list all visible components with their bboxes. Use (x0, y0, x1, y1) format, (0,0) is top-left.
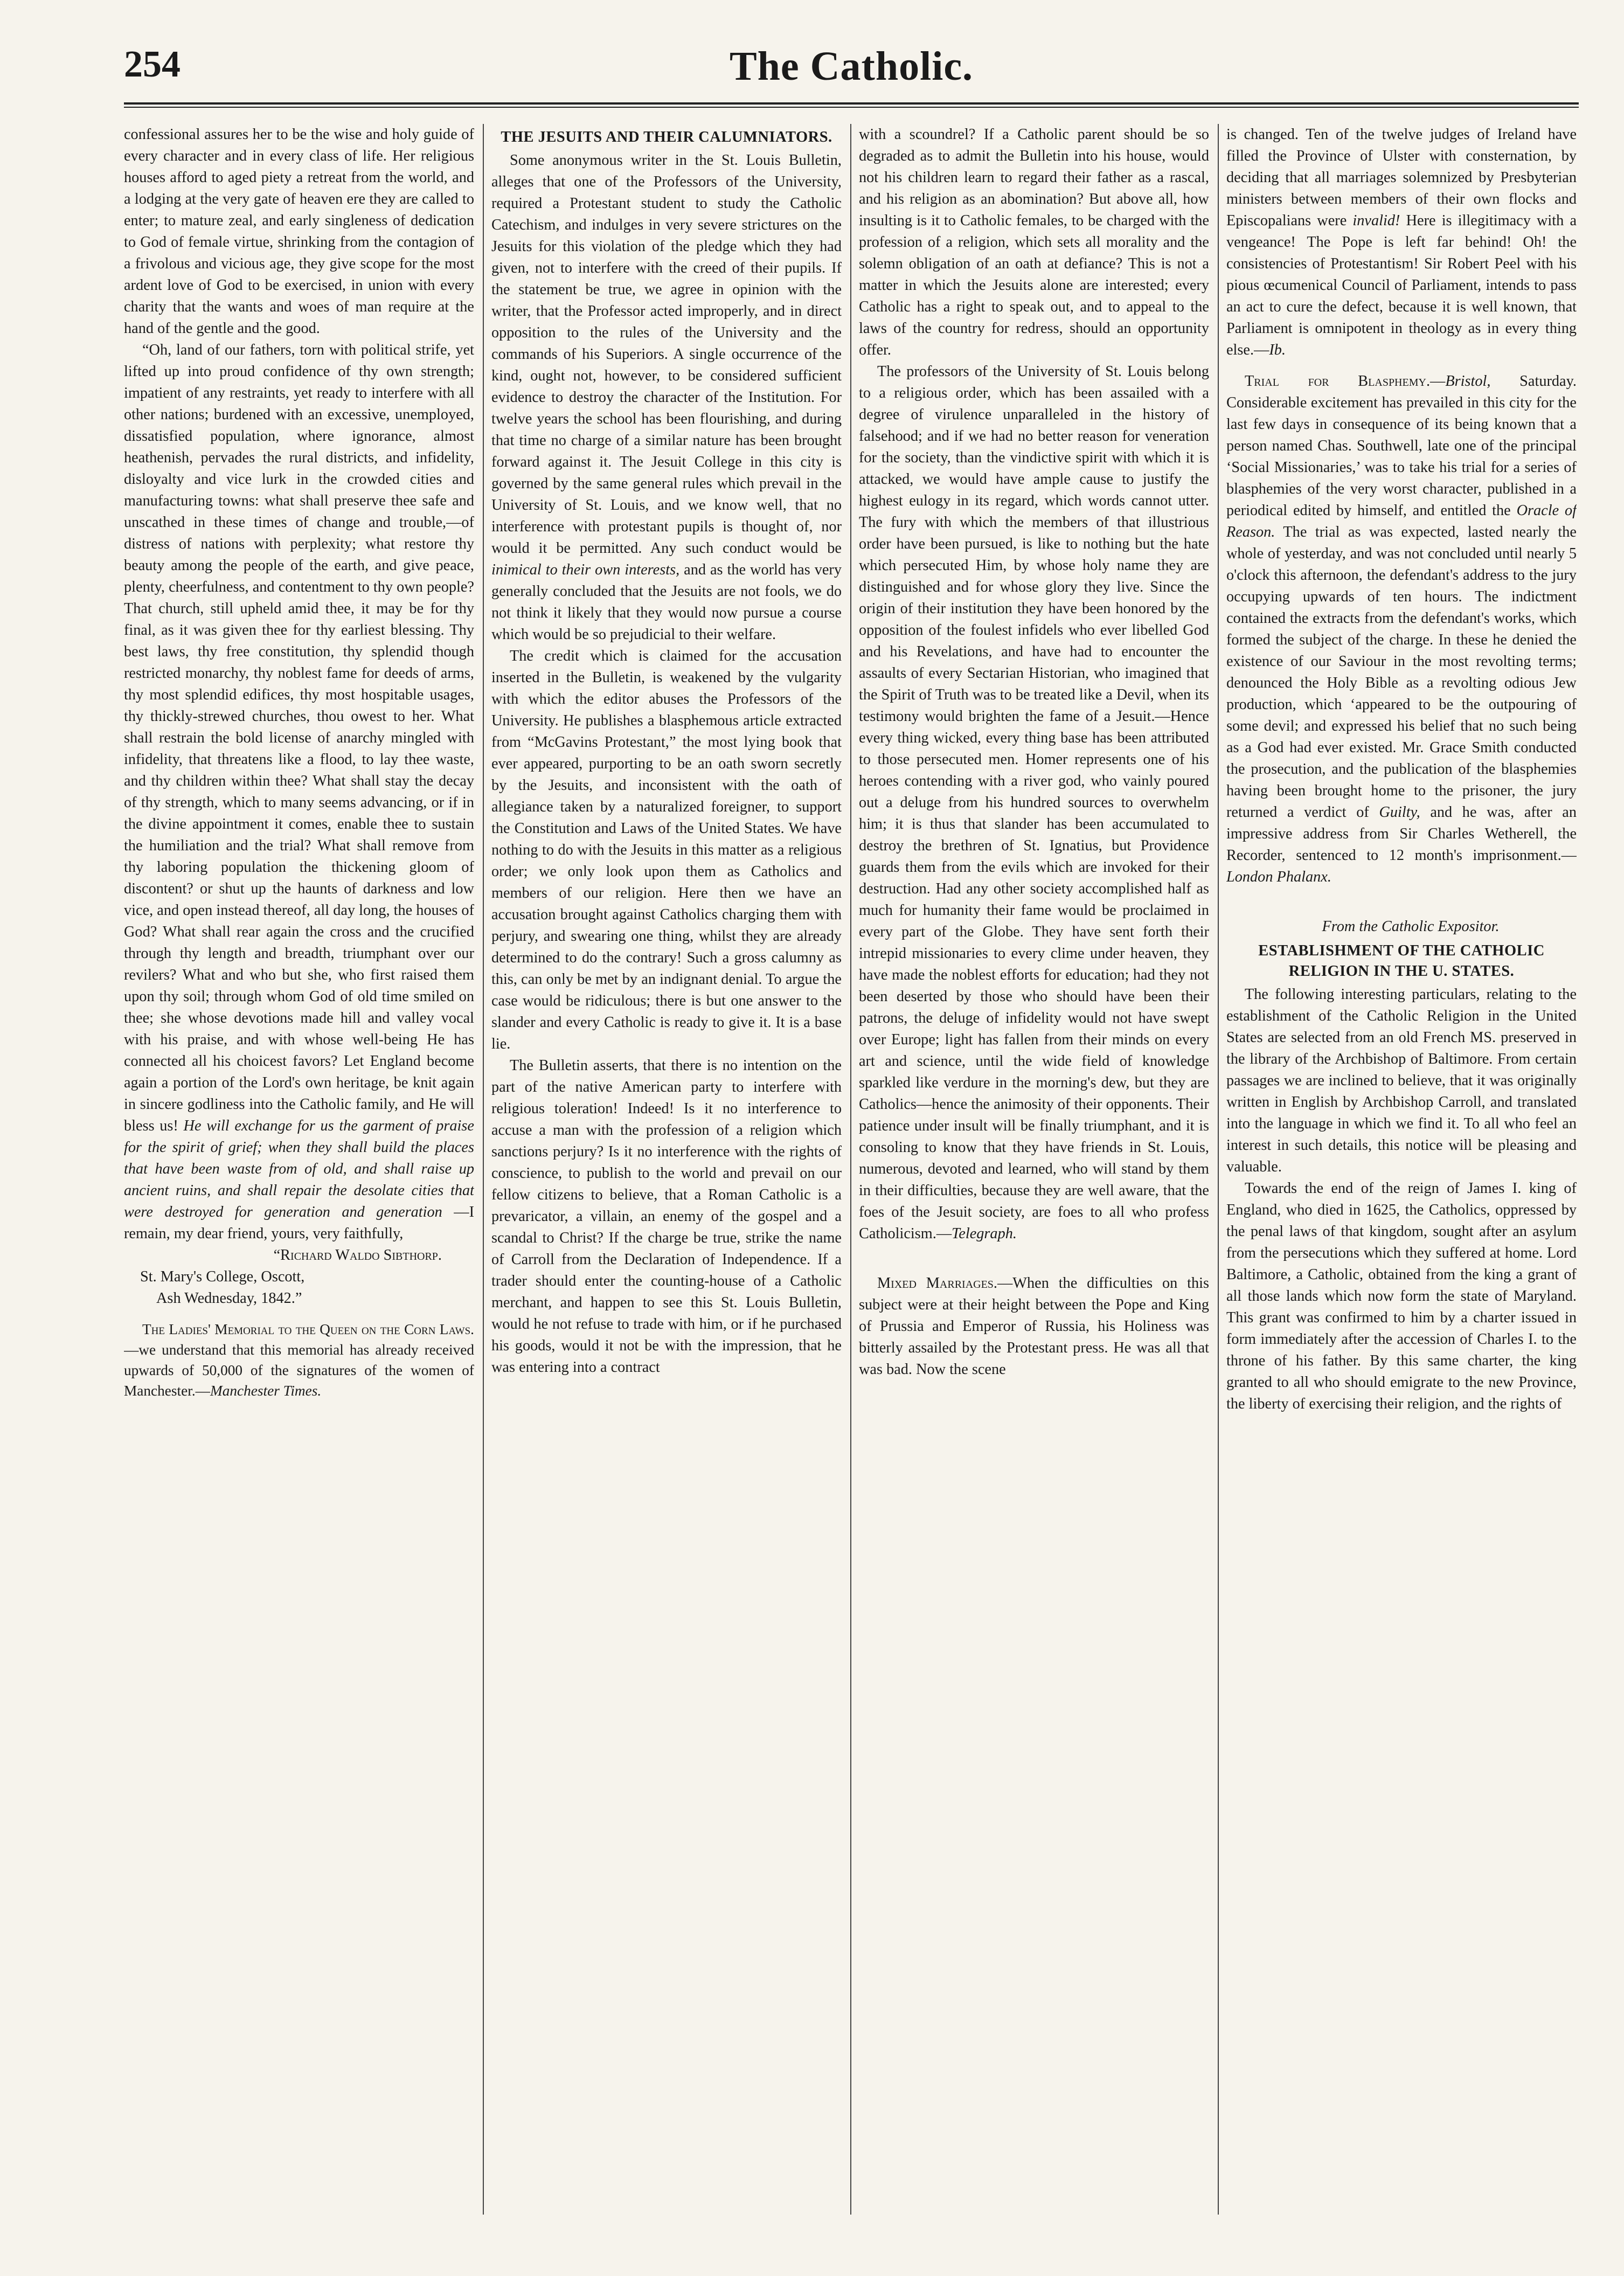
page-header (124, 38, 1579, 102)
paragraph: Towards the end of the reign of James I. king of England, who died in 1625, the Catholics, oppressed by the penal laws of that kingdom, sought after an asylum from the persecutions which they suffered at home. Lord Baltimore, a Catholic, obtained from the king a grant of all those lands which now form the state of Maryland. This grant was confirmed to him by a charter issued in form immediately after the accession of Charles I. to the throne of his father. By this same charter, the king granted to all who should emigrate to the new Province, the liberty of exercising their religion, and the rights of (1226, 1180, 1577, 1412)
paragraph (1226, 371, 1577, 888)
paragraph: confessional assures her to be the wise and holy guide of every character and in every class of life. Her religious houses afford to aged piety a retreat from the world, and a lodging at the very gate of heaven ere they are called to enter; to mature zeal, and early singleness of dedication to God of female virtue, shrinking from the contagion of a frivolous and vicious age, they give scope for the most ardent love of God to be exercised, in union with every charity that the wants and woes of man require at the hand of the gentle and the good. (124, 126, 474, 337)
item-text: and he was, after an impressive address from Sir Charles Wetherell, the Recorder, sentenced to 12 month's imprisonment.— (1226, 804, 1577, 864)
scripture-quote: He will exchange for us the garment of praise for the spirit of grief; when they shall build the places that have been waste from of old, and shall raise up ancient ruins, and shall repair the desolate cities that were destroyed for generation and generation (124, 1118, 474, 1220)
column-rule (850, 124, 851, 2215)
item-text: The trial as was expected, lasted nearly the whole of yesterday, and was not concluded until nearly 5 o'clock this afternoon, the defendant's address to the jury occupying upwards of ten hours. The indictment contained the extracts from the defendant's works, which formed the subject of the charge. In these he denied the existence of our Saviour in the most revolting terms; denounced the Holy Bible as a revolting odious Jew production, which ‘appeared to be the outpouring of some devil; and expressed his belief that no such being as a God had ever existed. Mr. Grace Smith conducted the prosecution, and the publication of the blasphemies having been brought home to the prisoner, the jury returned a verdict of (1226, 524, 1577, 821)
paragraph (124, 1319, 474, 1401)
emphasis: invalid! (1352, 212, 1400, 229)
column-4 (1226, 124, 1577, 2215)
letter-closing: —I remain, my dear friend, yours, very faithfully, (124, 1204, 474, 1242)
letter-place: St. Mary's College, Oscott, (140, 1268, 305, 1285)
paragraph: The following interesting particulars, relating to the establishment of the Catholic Religion in the United States are selected from an old French MS. preserved in the library of the Archbishop of Baltimore. From certain passages we are inclined to believe, that it was originally written in English by Archbishop Carroll, and translated into the language in which we find it. To all who feel an interest in such details, this notice will be pleasing and valuable. (1226, 986, 1577, 1175)
columns (124, 124, 1579, 2215)
paragraph-text: and as the world has very generally concluded that the Jesuits are not fools, we do not think it likely that they would now pursue a course which would be so prejudicial to their welfare. (491, 561, 842, 643)
item-heading: Mixed Marriages. (877, 1275, 997, 1292)
item-source: London Phalanx. (1226, 869, 1331, 885)
paragraph: with a scoundrel? If a Catholic parent should be so degraded as to admit the Bulletin into his house, would not his children learn to regard their father as a rascal, and his religion as an abomination? But above all, how insulting is it to Catholic females, to be charged with the profession of a religion, which sets all morality and the solemn obligation of an oath at defiance? This is not a matter in which the Jesuits alone are interested; every Catholic has a right to speak out, and to appeal to the laws of the country for redress, should an opportunity offer. (859, 126, 1209, 358)
emphasis: Oracle of Reason. (1226, 502, 1577, 540)
paragraph-text: “Oh, land of our fathers, torn with political strife, yet lifted up into proud confidence of thy own strength; impatient of any restraints, yet ready to interfere with all other nations; burdened with an excessive, unemployed, dissatisfied population, where ignorance, almost heathenish, pervades the rural districts, and infidelity, disloyalty and vice lurk in the crowded cities and manufacturing towns: what shall preserve thee safe and unscathed in these times of change and trouble,—of distress of nations with perplexity; what restore thy beauty among the people of the earth, and give peace, plenty, cheerfulness, and contentment to thy own people? That church, still upheld amid thee, it may be for thy final, as it was given thee for thy earliest blessing. Thy best laws, thy free constitution, thy splendid though restricted monarchy, thy noblest fame for deeds of arms, thy most splendid edifices, thy most hospitable usages, thy thickly-strewed churches, thou owest to her. What shall restrain the bold license of anarchy mingled with infidelity, that threatens like a flood, to lay thee waste, and thy children within thee? What shall stay the decay of thy strength, which to many seems advancing, or if in the divine appointment it comes, enable thee to sustain the humiliation and the trial? What shall remove from thy laboring population the thickening gloom of discontent? or shut up the haunts of darkness and low vice, and open instead thereof, all day long, the houses of God? What shall rear again the cross and the crucified through thy length and breadth, triumphant over our revilers? What and who but she, who first raised them upon thy soil; through whom God of old time smiled on thee; she whose devotions made hill and valley vocal with his praise, and with whose well-being He has connected all his choicest favors? Let England become again a portion of the Lord's own heritage, be knit again in sincere godliness into the Catholic family, and He will bless us! (124, 342, 474, 1134)
item-source: Manchester Times. (210, 1383, 322, 1399)
paragraph-text: Some anonymous writer in the St. Louis Bulletin, alleges that one of the Professors of the University, required a Protestant student to study the Catholic Catechism, and indulges in very severe strictures on the Jesuits for this violation of the pledge which they had given, not to interfere with the creed of their pupils. If the statement be true, we agree in opinion with the writer, that the Professor acted improperly, and in direct opposition to the rules of the University and the commands of his Superiors. A single occurrence of the kind, ought not, however, to be considered sufficient evidence to destroy the character of the Institution. For twelve years the school has been flourishing, and during that time no charge of a similar nature has been brought forward against it. The Jesuit College in this city is governed by the same general rules which prevail in the University of St. Louis, and we know well, that no interference with protestant pupils is thought of, nor would it be permitted. Any such conduct would be (491, 152, 842, 557)
article-headline: THE JESUITS AND THEIR CALUMNIATORS. (501, 129, 832, 145)
item-source: Telegraph. (952, 1225, 1017, 1242)
paragraph (859, 1273, 1209, 1380)
paragraph (491, 150, 842, 646)
place-name: Bristol, (1445, 373, 1491, 390)
paragraph (1226, 124, 1577, 361)
paragraph-text: The professors of the University of St. Louis belong to a religious order, which has been assailed with a degree of virulence unparalleled in the history of falsehood; and if we had no better reason for veneration for the society, than the vindictive spirit with which it is attacked, we would have ample cause to justify the highest eulogy in its regard, which words cannot utter. The fury with which the members of that illustrious order have been pursued, is like to nothing but the hate which persecuted Him, by whose holy name they are distinguished and for whose glory they live. Since the origin of their institution they have been honored by the opposition of the foulest infidels who ever libelled God and his Revelations, and have had to encounter the assaults of every Sectarian Historian, who imagined that the Spirit of Truth was to be treated like a Devil, when its testimony would brighten the fame of a Jesuit.—Hence every thing wicked, every thing base has been attributed to those persecuted men. Homer represents one of his heroes contending with a river god, who vainly poured out a deluge from his hundred sources to overwhelm him; it is thus that slander has been accumulated to destroy the brethren of St. Ignatius, but Providence guards them from the evils which are invoked for their destruction. Had any other society accomplished half as much for humanity their fame would be proclaimed in every part of the Globe. They have sent forth their intrepid missionaries to every clime under heaven, they have made the noblest efforts for education; had they not been deserted by those who should have been their patrons, the deluge of infidelity would not have swept over Europe; light has fallen from their minds on every art and science, until the wide field of knowledge sparkled like verdure in the morning's dew, but they are Catholics—hence the animosity of their opponents. Their patience under insult will be finally triumphant, and it is consoling to know that they have friends in St. Louis, numerous, devoted and learned, who will stand by them in their difficulties, because they are well aware, that the foes of the Jesuit society, are foes to all who profess Catholicism.— (859, 363, 1209, 1242)
emphasis: Guilty, (1379, 804, 1420, 821)
column-1 (124, 124, 474, 2215)
paragraph (124, 339, 474, 1245)
paragraph (859, 361, 1209, 1245)
item-heading: The Ladies' Memorial to the Queen on the Corn Laws. (142, 1321, 474, 1337)
newspaper-title: The Catholic. (729, 44, 974, 89)
item-text: —When the difficulties on this subject were at their height between the Pope and King of Prussia and Emperor of Russia, his Holiness was bitterly assailed by the Protestant press. He was all that was bad. Now the scene (859, 1275, 1209, 1378)
paragraph: The credit which is claimed for the accusation inserted in the Bulletin, is weakened by the vulgarity with which the editor abuses the Professors of the University. He publishes a blasphemous article extracted from “McGavins Protestant,” the most lying book that ever appeared, purporting to be an oath sworn secretly by the Jesuits, and inconsistent with the oath of allegiance taken by a naturalized foreigner, to support the Constitution and Laws of the United States. We have nothing to do with the Jesuits in this matter as a religious order; we only look upon them as Catholics and members of our religion. Here then we have an accusation brought against Catholics charging them with perjury, and swearing one thing, whilst they are already determined to do the contrary! Such a gross calumny as this, can only be met by an indignant denial. To argue the case would be ridiculous; there is but one answer to the slander and every Catholic is ready to give it. It is a base lie. (491, 648, 842, 1052)
article-headline: ESTABLISHMENT OF THE CATHOLIC RELIGION IN THE U. STATES. (1258, 942, 1545, 980)
item-source: Ib. (1269, 342, 1286, 358)
header-rule (124, 102, 1579, 105)
article-source-line: From the Catholic Expositor. (1322, 918, 1500, 935)
emphasis: inimical to their own interests, (491, 561, 680, 578)
column-2 (491, 124, 842, 2215)
signature: “Richard Waldo Sibthorp. (273, 1247, 442, 1264)
column-rule (1218, 124, 1219, 2215)
paragraph-text: is changed. Ten of the twelve judges of Ireland have filled the Province of Ulster with consternation, by deciding that all marriages solemnized by Presbyterian ministers between members of their own flocks and Episcopalians were (1226, 126, 1577, 229)
item-text: —we understand that this memorial has already received upwards of 50,000 of the signatures of the women of Manchester.— (124, 1342, 474, 1399)
page-number: 254 (124, 44, 181, 85)
item-heading: Trial for Blasphemy.— (1245, 373, 1446, 390)
header-rule-thin (124, 107, 1579, 108)
letter-date: Ash Wednesday, 1842.” (156, 1290, 302, 1307)
column-3 (859, 124, 1209, 2215)
paragraph: The Bulletin asserts, that there is no intention on the part of the native American party to interfere with religious toleration! Indeed! Is it no interference to accuse a man with the profession of a religion which sanctions perjury? Is it no interference with the rights of conscience, to publish to the world and prevail on our fellow citizens to believe, that a Roman Catholic is a prevaricator, a villain, an enemy of the gospel and a scandal to Christ? If the charge be true, strike the name of Carroll from the Declaration of Independence. If a trader should enter the counting-house of a Catholic merchant, and happen to see this St. Louis Bulletin, would he not refuse to trade with him, or if he purchased his goods, would it not be with the impression, that he was entering into a contract (491, 1057, 842, 1376)
item-text: Saturday. Considerable excitement has prevailed in this city for the last few days in consequence of its being known that a person named Chas. Southwell, late one of the principal ‘Social Missionaries,’ was to take his trial for a series of blasphemies of the very worst character, published in a periodical edited by himself, and entitled the (1226, 373, 1577, 519)
column-rule (483, 124, 484, 2215)
paragraph-text: Here is illegitimacy with a vengeance! The Pope is left far behind! Oh! the consistencies of Protestantism! Sir Robert Peel with his pious œcumenical Council of Parliament, intends to pass an act to cure the defect, because it is well known, that Parliament is omnipotent in theology as in every thing else.— (1226, 212, 1577, 358)
